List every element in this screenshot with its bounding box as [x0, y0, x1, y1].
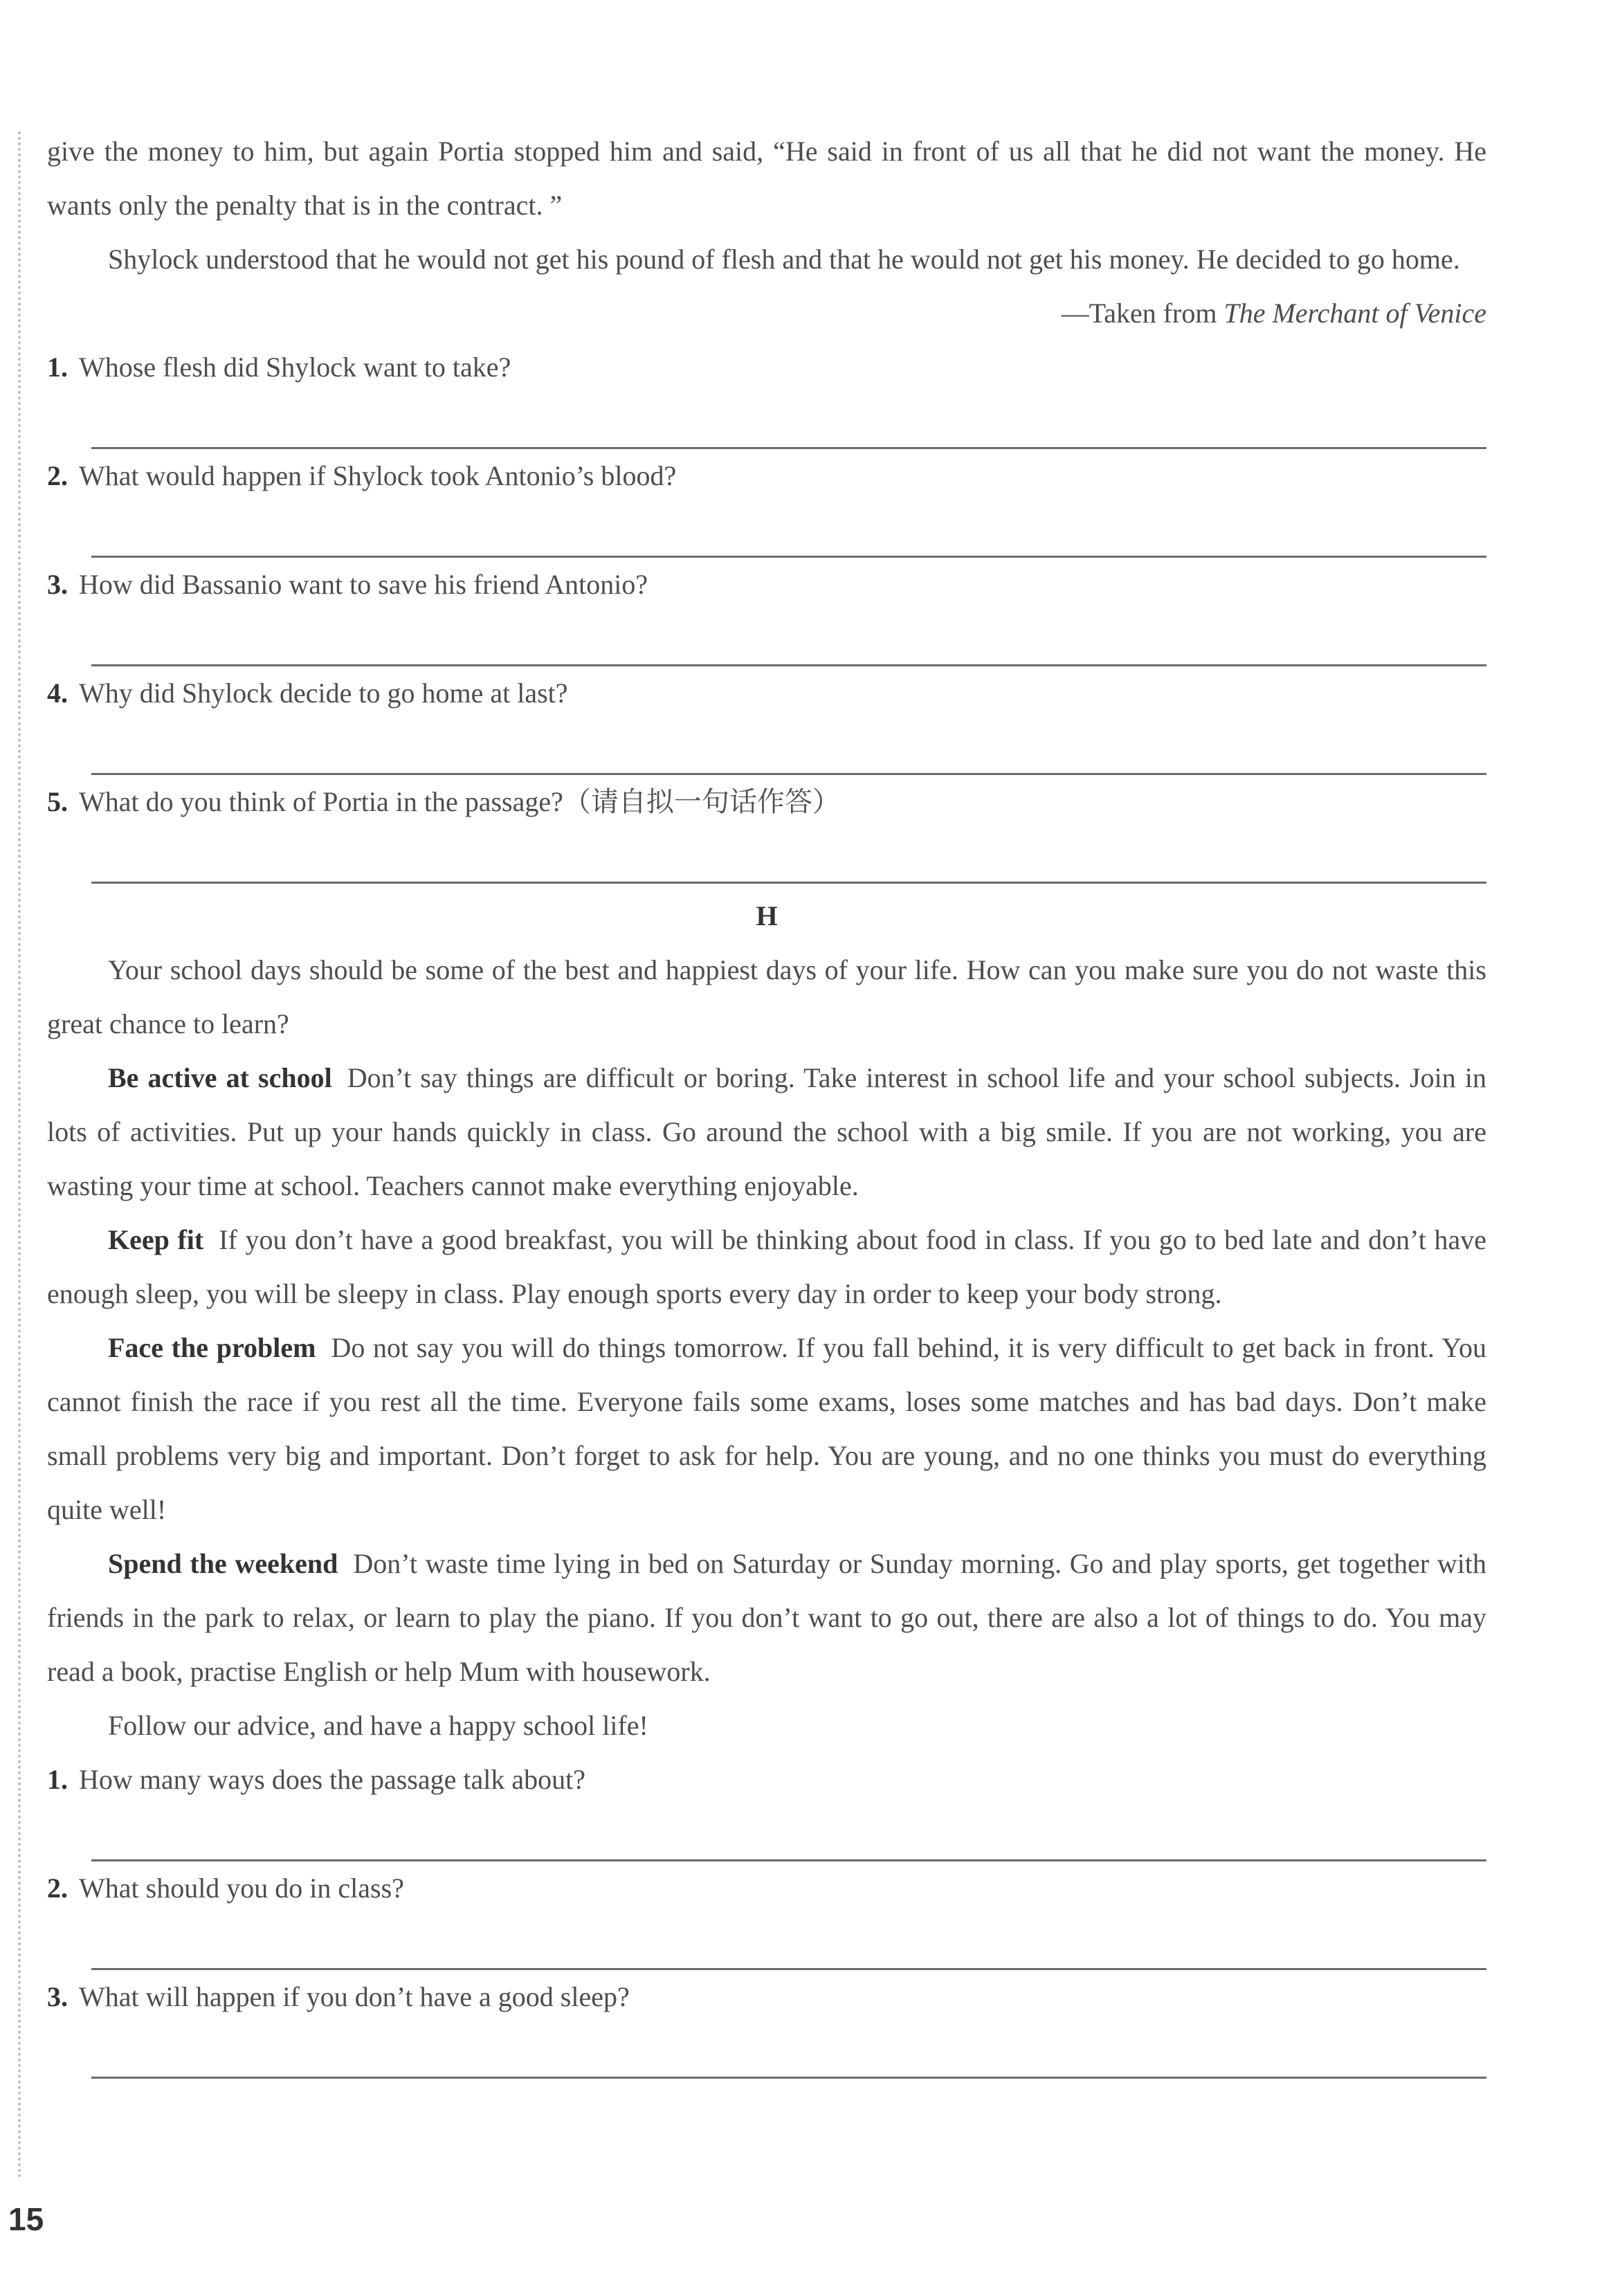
section-lead: Be active at school — [108, 1062, 332, 1093]
question-number: 5. — [47, 786, 68, 817]
question-h-1 — [47, 1753, 1486, 1861]
section-text: Do not say you will do things tomorrow. If you fall behind, it is very difficult to get back in front. You cannot finish the race if you rest all the time. Everyone fails some exams, loses some matches and has bad days. Don’t make small problems very big and important. Don’t forget to ask for help. You are young, and no one thinks you must do everything quite well! — [47, 1332, 1486, 1525]
question-g-1 — [47, 340, 1486, 449]
passage-g-paragraph-2: Shylock understood that he would not get his pound of flesh and that he would not get his money. He decided to go home. — [108, 244, 1460, 275]
question-text: What would happen if Shylock took Antonio’s blood? — [79, 460, 677, 491]
question-number: 2. — [47, 1873, 68, 1904]
section-lead: Face the problem — [108, 1332, 316, 1363]
question-number: 3. — [47, 1981, 68, 2012]
passage-h-section-weekend — [47, 1537, 1486, 1699]
section-text: Don’t waste time lying in bed on Saturday or Sunday morning. Go and play sports, get together with friends in the park to relax, or learn to play the piano. If you don’t want to go out, there are also a lot of things to do. You may read a book, practise English or help Mum with housework. — [47, 1548, 1486, 1687]
question-text: What do you think of Portia in the passage?（请自拟一句话作答） — [79, 786, 840, 817]
question-text: Whose flesh did Shylock want to take? — [79, 352, 511, 383]
question-g-2 — [47, 449, 1486, 558]
question-number: 1. — [47, 352, 68, 383]
section-lead: Keep fit — [108, 1224, 204, 1255]
answer-line[interactable] — [91, 882, 1486, 884]
page-content — [47, 125, 1486, 2079]
section-text: Don’t say things are difficult or boring. Take interest in school life and your school subjects. Join in lots of activities. Put up your hands quickly in class. Go around the school with a big smile. If you are not working, you are wasting your time at school. Teachers cannot make everything enjoyable. — [47, 1062, 1487, 1201]
passage-h-section-active — [47, 1051, 1486, 1213]
question-text: Why did Shylock decide to go home at last? — [79, 677, 568, 709]
section-text: If you don’t have a good breakfast, you will be thinking about food in class. If you go to bed late and don’t have enough sleep, you will be sleepy in class. Play enough sports every day in order to keep your body strong. — [47, 1224, 1486, 1309]
question-text: How did Bassanio want to save his friend Antonio? — [79, 569, 648, 600]
question-number: 4. — [47, 677, 68, 709]
source-prefix: —Taken from — [1061, 298, 1224, 329]
question-g-4 — [47, 666, 1486, 775]
question-number: 3. — [47, 569, 68, 600]
section-lead: Spend the weekend — [108, 1548, 338, 1579]
source-title: The Merchant of Venice — [1223, 298, 1486, 329]
question-text: What will happen if you don’t have a good sleep? — [79, 1981, 630, 2012]
binding-margin-dotted-line — [18, 131, 21, 2180]
passage-h-section-problem — [47, 1321, 1486, 1537]
page-number: 15 — [8, 2201, 44, 2237]
question-g-3 — [47, 558, 1486, 666]
passage-g-source — [47, 286, 1486, 340]
question-number: 1. — [47, 1764, 68, 1795]
question-number: 2. — [47, 460, 68, 491]
question-text: How many ways does the passage talk about? — [79, 1764, 586, 1795]
passage-h-intro: Your school days should be some of the best and happiest days of your life. How can you make sure you do not waste this great chance to learn? — [47, 954, 1486, 1039]
passage-h-closing: Follow our advice, and have a happy school life! — [108, 1710, 648, 1741]
section-heading-h: H — [756, 900, 778, 931]
answer-line[interactable] — [91, 2077, 1486, 2079]
question-text: What should you do in class? — [79, 1873, 404, 1904]
passage-h-section-fit — [47, 1213, 1486, 1321]
passage-g-paragraph-1: give the money to him, but again Portia stopped him and said, “He said in front of us all that he did not want the money. He wants only the penalty that is in the contract. ” — [47, 136, 1486, 221]
question-g-5 — [47, 775, 1486, 884]
question-h-3 — [47, 1970, 1486, 2079]
question-h-2 — [47, 1861, 1486, 1970]
